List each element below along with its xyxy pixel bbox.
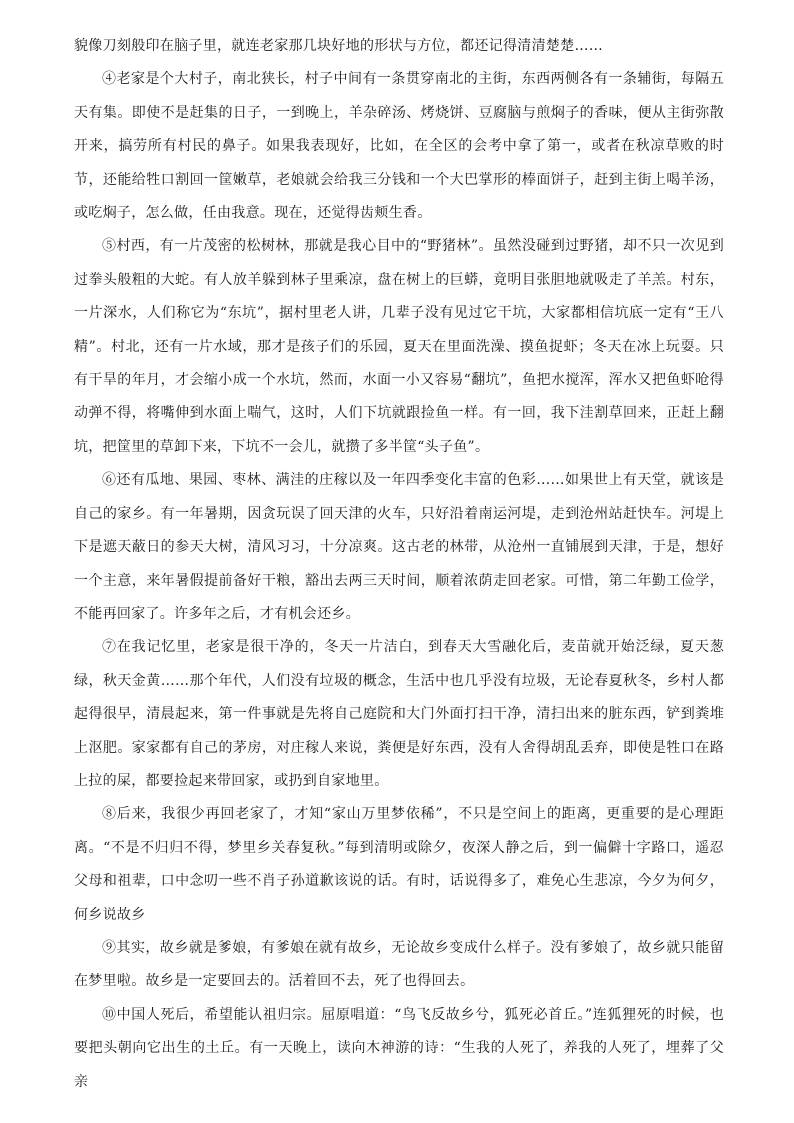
paragraph-5: ⑤村西，有一片茂密的松树林，那就是我心目中的“野猪林”。虽然没碰到过野猪，却不只一次见到过拳头般粗的大蛇。有人放羊躲到林子里乘凉，盘在树上的巨蟒，竟明目张胆地就吸走了羊羔。村东，一片深水，人们称它为“东坑”，据村里老人讲，几辈子没有见过它干坑，大家都相信坑底一定有“王八精”。村北，还有一片水域，那才是孩子们的乐园，夏天在里面洗澡、摸鱼捉虾；冬天在冰上玩耍。只有干旱的年月，才会缩小成一个水坑，然而，水面一小又容易“翻坑”，鱼把水搅浑，浑水又把鱼虾呛得动弹不得，将嘴伸到水面上喘气，这时，人们下坑就跟捡鱼一样。有一回，我下洼割草回来，正赶上翻坑，把筐里的草卸下来，下坑不一会儿，就攒了多半筐“头子鱼”。 — [74, 238, 724, 455]
paragraph-8: ⑧后来，我很少再回老家了，才知“家山万里梦依稀”，不只是空间上的距离，更重要的是心理距离。“不是不归归不得，梦里乡关春复秋。”每到清明或除夕，夜深人静之后，到一偏僻十字路口，遥忍父母和祖辈，口中念叨一些不肖子孙道歉该说的话。有时，话说得多了，难免心生悲凉，今夕为何夕，何乡说故乡 — [74, 806, 724, 923]
article-body — [74, 30, 724, 1099]
paragraph-10: ⑩中国人死后，希望能认祖归宗。屈原唱道：“鸟飞反故乡兮，狐死必首丘。”连狐狸死的时候，也要把头朝向它出生的土丘。有一天晚上，读向木神游的诗：“生我的人死了，养我的人死了，埋葬了父亲 — [74, 1006, 724, 1090]
paragraph-4: ④老家是个大村子，南北狭长，村子中间有一条贯穿南北的主街，东西两侧各有一条辅街，每隔五天有集。即使不是赶集的日子，一到晚上，羊杂碎汤、烤烧饼、豆腐脑与煎焖子的香味，便从主街弥散开来，搞劳所有村民的鼻子。如果我表现好，比如，在全区的会考中拿了第一，或者在秋凉草败的时节，还能给牲口割回一筐嫩草，老娘就会给我三分钱和一个大巴掌形的棒面饼子，赶到主街上喝羊汤，或吃焖子，怎么做，任由我意。现在，还觉得齿颊生香。 — [74, 71, 724, 222]
paragraph-continuation: 貌像刀刻般印在脑子里，就连老家那几块好地的形状与方位，都还记得清清楚楚…… — [74, 38, 604, 54]
paragraph-7: ⑦在我记忆里，老家是很干净的，冬天一片洁白，到春天大雪融化后，麦苗就开始泛绿，夏天葱绿，秋天金黄……那个年代，人们没有垃圾的概念，生活中也几乎没有垃圾，无论春夏秋冬，乡村人都起得很早，清晨起来，第一件事就是先将自己庭院和大门外面打扫干净，清扫出来的脏东西，铲到粪堆上沤肥。家家都有自己的茅房，对庄稼人来说，粪便是好东西，没有人舍得胡乱丢弃，即使是牲口在路上拉的屎，都要捡起来带回家，或扔到自家地里。 — [74, 639, 724, 789]
paragraph-9: ⑨其实，故乡就是爹娘，有爹娘在就有故乡，无论故乡变成什么样子。没有爹娘了，故乡就只能留在梦里啦。故乡是一定要回去的。活着回不去，死了也得回去。 — [74, 939, 724, 990]
paragraph-6: ⑥还有瓜地、果园、枣林、满洼的庄稼以及一年四季变化丰富的色彩……如果世上有天堂，就该是自己的家乡。有一年暑期，因贪玩误了回天津的火车，只好沿着南运河堤，走到沧州站赶快车。河堤上下是遮天蔽日的参天大树，清风习习，十分凉爽。这古老的林带，从沧州一直铺展到天津，于是，想好一个主意，来年暑假提前备好干粮，豁出去两三天时间，顺着浓荫走回老家。可惜，第二年勤工俭学，不能再回家了。许多年之后，才有机会还乡。 — [74, 472, 724, 622]
